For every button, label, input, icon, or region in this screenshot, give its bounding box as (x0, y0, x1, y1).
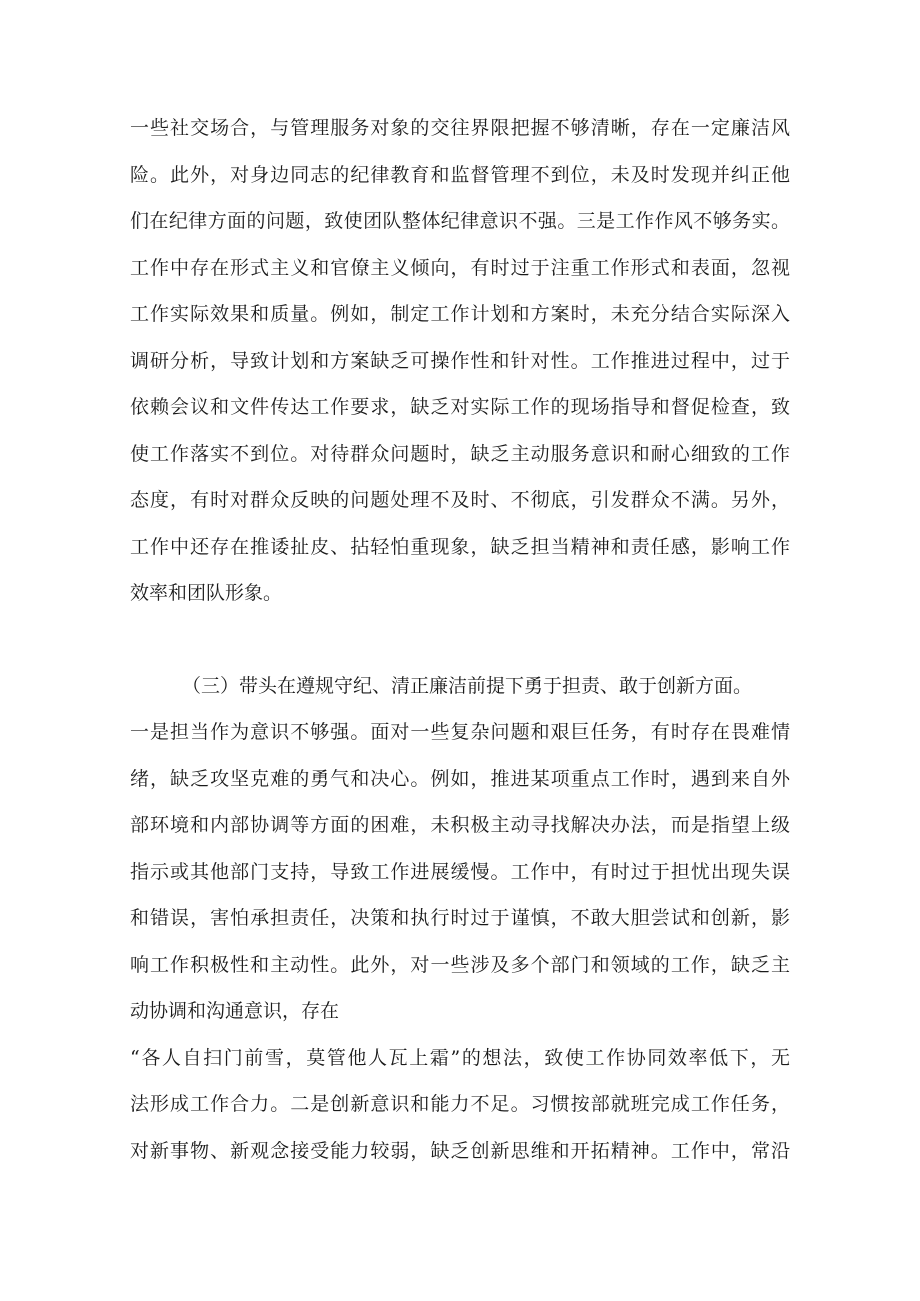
text-line-19: 动协调和沟通意识，存在 (130, 1000, 340, 1022)
text-line-15: 部环境和内部协调等方面的困难，未积极主动寻找解决办法，而是指望上级 (130, 814, 790, 836)
text-line-1: 一些社交场合，与管理服务对象的交往界限把握不够清晰，存在一定廉洁风 (130, 117, 790, 139)
text-line-10: 工作中还存在推诿扯皮、拈轻怕重现象，缺乏担当精神和责任感，影响工作 (130, 536, 790, 558)
text-line-8: 使工作落实不到位。对待群众问题时，缺乏主动服务意识和耐心细致的工作 (130, 443, 790, 465)
text-line-9: 态度，有时对群众反映的问题处理不及时、不彻底，引发群众不满。另外， (130, 489, 790, 511)
text-line-20: “各人自扫门前雪，莫管他人瓦上霜”的想法，致使工作协同效率低下，无 (130, 1047, 790, 1069)
text-line-4: 工作中存在形式主义和官僚主义倾向，有时过于注重工作形式和表面，忽视 (130, 257, 790, 279)
text-line-3: 们在纪律方面的问题，致使团队整体纪律意识不强。三是工作作风不够务实。 (130, 210, 790, 232)
section-heading: （三）带头在遵规守纪、清正廉洁前提下勇于担责、敢于创新方面。 (182, 675, 753, 697)
text-line-14: 绪，缺乏攻坚克难的勇气和决心。例如，推进某项重点工作时，遇到来自外 (130, 768, 790, 790)
text-line-18: 响工作积极性和主动性。此外，对一些涉及多个部门和领域的工作，缺乏主 (130, 954, 790, 976)
text-line-16: 指示或其他部门支持，导致工作进展缓慢。工作中，有时过于担忧出现失误 (130, 861, 790, 883)
text-line-13: 一是担当作为意识不够强。面对一些复杂问题和艰巨任务，有时存在畏难情 (130, 721, 790, 743)
text-line-2: 险。此外，对身边同志的纪律教育和监督管理不到位，未及时发现并纠正他 (130, 164, 790, 186)
text-line-11: 效率和团队形象。 (130, 582, 283, 604)
text-line-21: 法形成工作合力。二是创新意识和能力不足。习惯按部就班完成工作任务， (130, 1093, 790, 1115)
text-line-5: 工作实际效果和质量。例如，制定工作计划和方案时，未充分结合实际深入 (130, 303, 790, 325)
text-line-7: 依赖会议和文件传达工作要求，缺乏对实际工作的现场指导和督促检查，致 (130, 396, 790, 418)
text-line-17: 和错误，害怕承担责任，决策和执行时过于谨慎，不敢大胆尝试和创新，影 (130, 907, 790, 929)
text-line-6: 调研分析，导致计划和方案缺乏可操作性和针对性。工作推进过程中，过于 (130, 350, 790, 372)
text-line-22: 对新事物、新观念接受能力较弱，缺乏创新思维和开拓精神。工作中，常沿 (130, 1140, 790, 1162)
